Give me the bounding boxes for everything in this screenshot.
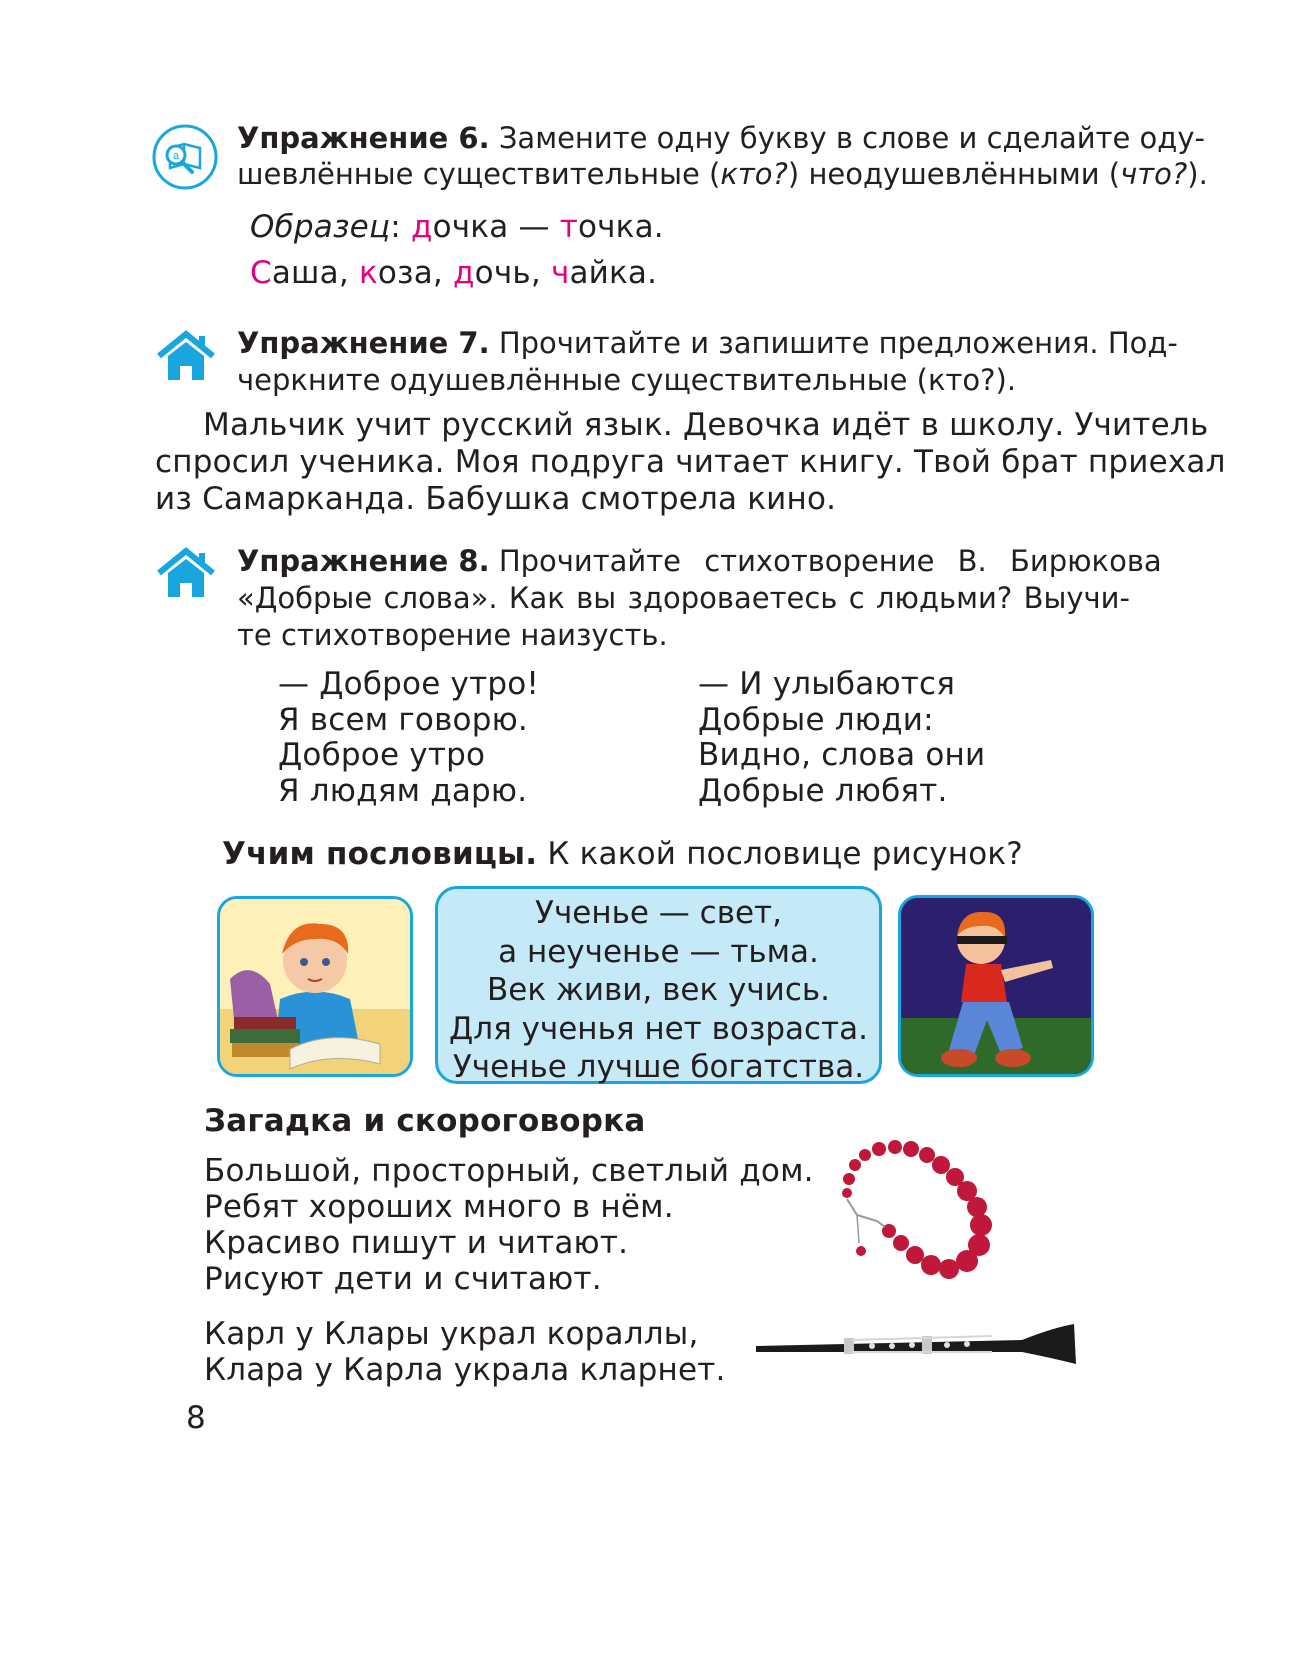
word-rest: очь, xyxy=(474,255,551,291)
sample-w1-first: д xyxy=(410,209,433,245)
ex8-heading xyxy=(237,543,1162,654)
ex7-text-line2: спросил ученика. Моя подруга читает книгу. Твой брат приехал xyxy=(155,444,1226,480)
poem-line: Добрые люди: xyxy=(698,701,934,738)
ex6-title: Упражнение 6. xyxy=(237,121,490,155)
tongue-line: Карл у Клары украл кораллы, xyxy=(204,1316,699,1352)
ex6-line2-c: ). xyxy=(1187,157,1208,191)
word-first: ч xyxy=(550,255,570,291)
ex6-line2-a: шевлённые существительные ( xyxy=(237,157,721,191)
page-number: 8 xyxy=(186,1400,206,1436)
riddle-line: Красиво пишут и читают. xyxy=(204,1225,629,1261)
riddle-line: Большой, просторный, светлый дом. xyxy=(204,1153,814,1189)
poem-line: Я всем говорю. xyxy=(278,701,528,738)
sample-colon: : xyxy=(390,209,411,245)
clarinet-image xyxy=(752,1318,1082,1374)
poem-line: Добрые любят. xyxy=(698,772,948,809)
poem-left xyxy=(278,667,539,809)
poem-right xyxy=(698,667,985,809)
ex6-sample xyxy=(250,209,664,246)
svg-text:a: a xyxy=(172,150,180,162)
tongue-twister xyxy=(204,1316,726,1388)
riddle-text xyxy=(204,1153,814,1297)
ex7-text-line3: из Самарканда. Бабушка смотрела кино. xyxy=(155,481,837,517)
ex8-title: Упражнение 8. xyxy=(237,544,490,578)
proverbs-question: К какой пословице рисунок? xyxy=(547,836,1023,872)
home-icon xyxy=(155,547,217,599)
poem-line: — И улыбаются xyxy=(698,666,956,702)
ex8-line2: «Добрые слова». Как вы здороваетесь с людьми? Выучи- xyxy=(237,581,1130,615)
proverbs-title: Учим пословицы. xyxy=(222,836,538,872)
riddle-line: Ребят хороших много в нём. xyxy=(204,1189,674,1225)
blindfolded-boy-illustration xyxy=(898,895,1094,1077)
proverb-line: а неученье — тьма. xyxy=(498,933,819,970)
ex6-kto: кто? xyxy=(720,157,788,191)
magnifier-book-icon xyxy=(152,124,218,190)
proverbs-heading xyxy=(222,836,1023,873)
ex6-line2-b: ) неодушевлёнными ( xyxy=(787,157,1121,191)
ex8-line3: те стихотворение наизусть. xyxy=(237,618,668,652)
ex7-heading xyxy=(237,325,1178,399)
ex6-words xyxy=(250,255,657,292)
ex8-line1: Прочитайте стихотворение В. Бирюкова xyxy=(498,544,1162,578)
ex6-line1: Замените одну букву в слове и сделайте оду- xyxy=(498,121,1205,155)
ex7-text xyxy=(155,407,1226,518)
word-rest: оза, xyxy=(377,255,454,291)
riddle-title: Загадка и скороговорка xyxy=(204,1103,646,1139)
riddle-line: Рисуют дети и считают. xyxy=(204,1261,602,1297)
poem-line: Я людям дарю. xyxy=(278,772,528,809)
coral-beads-image xyxy=(835,1135,1010,1289)
sample-label: Образец xyxy=(250,209,391,245)
ex7-line1: Прочитайте и запишите предложения. Под- xyxy=(498,326,1178,360)
ex6-chto: что? xyxy=(1120,157,1188,191)
word-first: д xyxy=(453,255,475,291)
sample-w2-rest: очка. xyxy=(577,209,664,245)
poem-line: — Доброе утро! xyxy=(278,666,540,702)
word-rest: айка. xyxy=(569,255,658,291)
proverbs-box xyxy=(435,886,882,1084)
proverb-line: Ученье лучше богатства. xyxy=(452,1049,865,1085)
proverb-line: Ученье — свет, xyxy=(535,895,782,931)
proverb-line: Для ученья нет возраста. xyxy=(449,1010,868,1047)
word-rest: аша, xyxy=(271,255,359,291)
ex6-heading xyxy=(237,120,1208,193)
poem-line: Видно, слова они xyxy=(698,737,986,773)
sample-w1-rest: очка — xyxy=(432,209,560,245)
word-first: С xyxy=(250,255,272,291)
tongue-line: Клара у Карла украла кларнет. xyxy=(204,1352,726,1388)
poem-line: Доброе утро xyxy=(278,737,486,773)
ex7-text-line1: Мальчик учит русский язык. Девочка идёт в школу. Учитель xyxy=(203,407,1209,443)
ex7-line2: черкните одушевлённые существительные (кто?). xyxy=(237,363,1017,397)
sample-w2-first: т xyxy=(559,209,578,245)
boy-reading-illustration xyxy=(217,896,413,1077)
ex7-title: Упражнение 7. xyxy=(237,326,490,360)
proverb-line: Век живи, век учись. xyxy=(486,972,830,1008)
word-first: к xyxy=(358,255,378,291)
home-icon xyxy=(155,330,217,382)
